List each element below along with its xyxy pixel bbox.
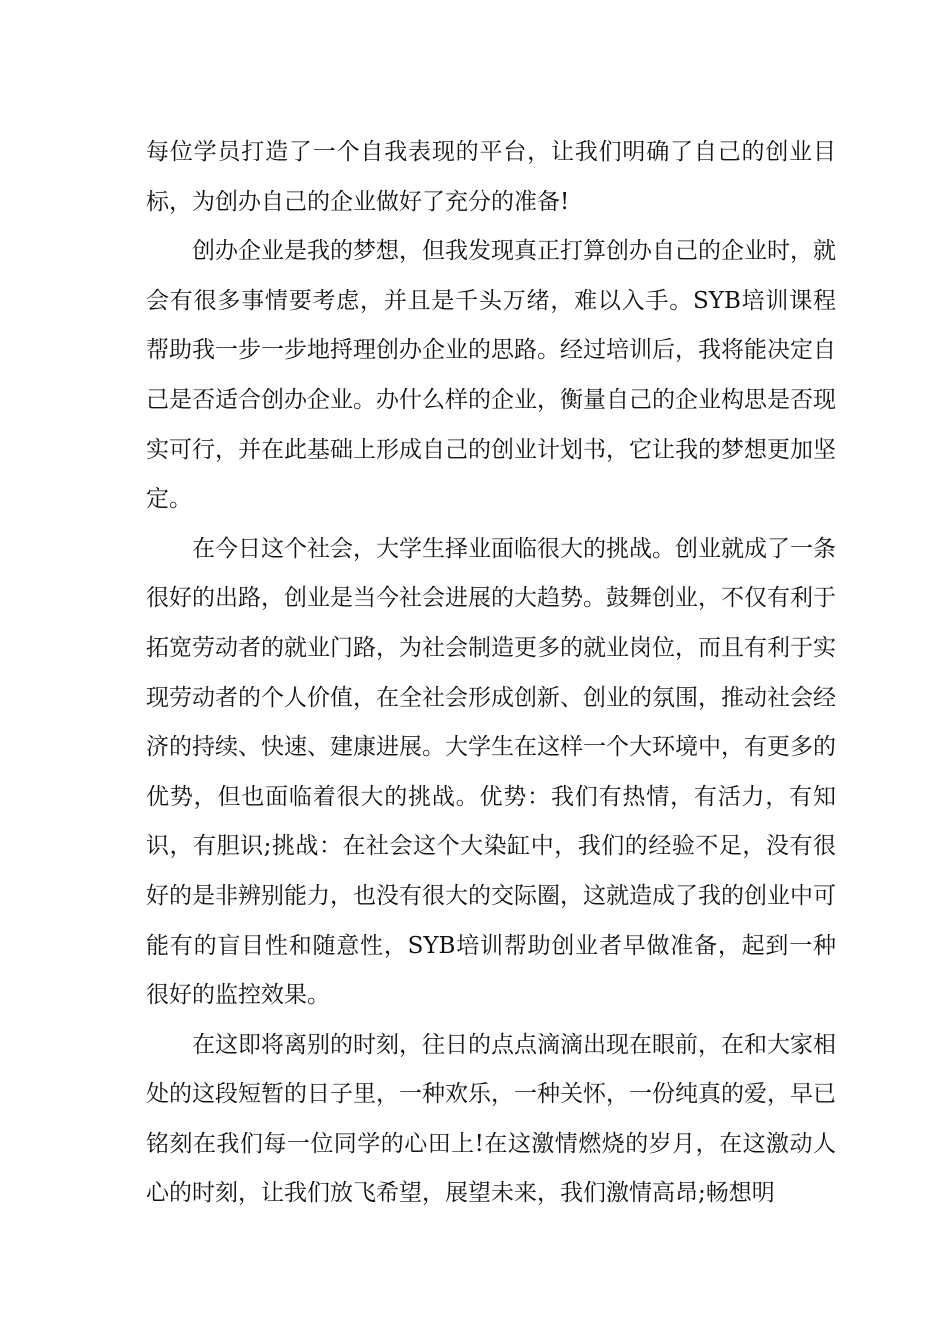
paragraph-3: 在今日这个社会，大学生择业面临很大的挑战。创业就成了一条很好的出路，创业是当今社会进展的大趋势。鼓舞创业，不仅有利于拓宽劳动者的就业门路，为社会制造更多的就业岗位，而且有利于实现劳动者的个人价值，在全社会形成创新、创业的氛围，推动社会经济的持续、快速、建康进展。大学生在这样一个大环境中，有更多的优势，但也面临着很大的挑战。优势：我们有热情，有活力，有知识，有胆识;挑战：在社会这个大染缸中，我们的经验不足，没有很好的是非辨别能力，也没有很大的交际圈，这就造成了我的创业中可能有的盲目性和随意性，SYB培训帮助创业者早做准备，起到一种很好的监控效果。 — [146, 535, 836, 1009]
document-body — [146, 128, 836, 1219]
paragraph-1: 每位学员打造了一个自我表现的平台，让我们明确了自己的创业目标，为创办自己的企业做好了充分的准备! — [146, 139, 836, 215]
paragraph-2: 创办企业是我的梦想，但我发现真正打算创办自己的企业时，就会有很多事情要考虑，并且是千头万绪，难以入手。SYB培训课程帮助我一步一步地捋理创办企业的思路。经过培训后，我将能决定自己是否适合创办企业。办什么样的企业，衡量自己的企业构思是否现实可行，并在此基础上形成自己的创业计划书，它让我的梦想更加坚定。 — [146, 238, 836, 513]
paragraph-4: 在这即将离别的时刻，往日的点点滴滴出现在眼前，在和大家相处的这段短暂的日子里，一种欢乐，一种关怀，一份纯真的爱，早已铭刻在我们每一位同学的心田上!在这激情燃烧的岁月，在这激动人心的时刻，让我们放飞希望，展望未来，我们激情高昂;畅想明 — [146, 1031, 836, 1207]
